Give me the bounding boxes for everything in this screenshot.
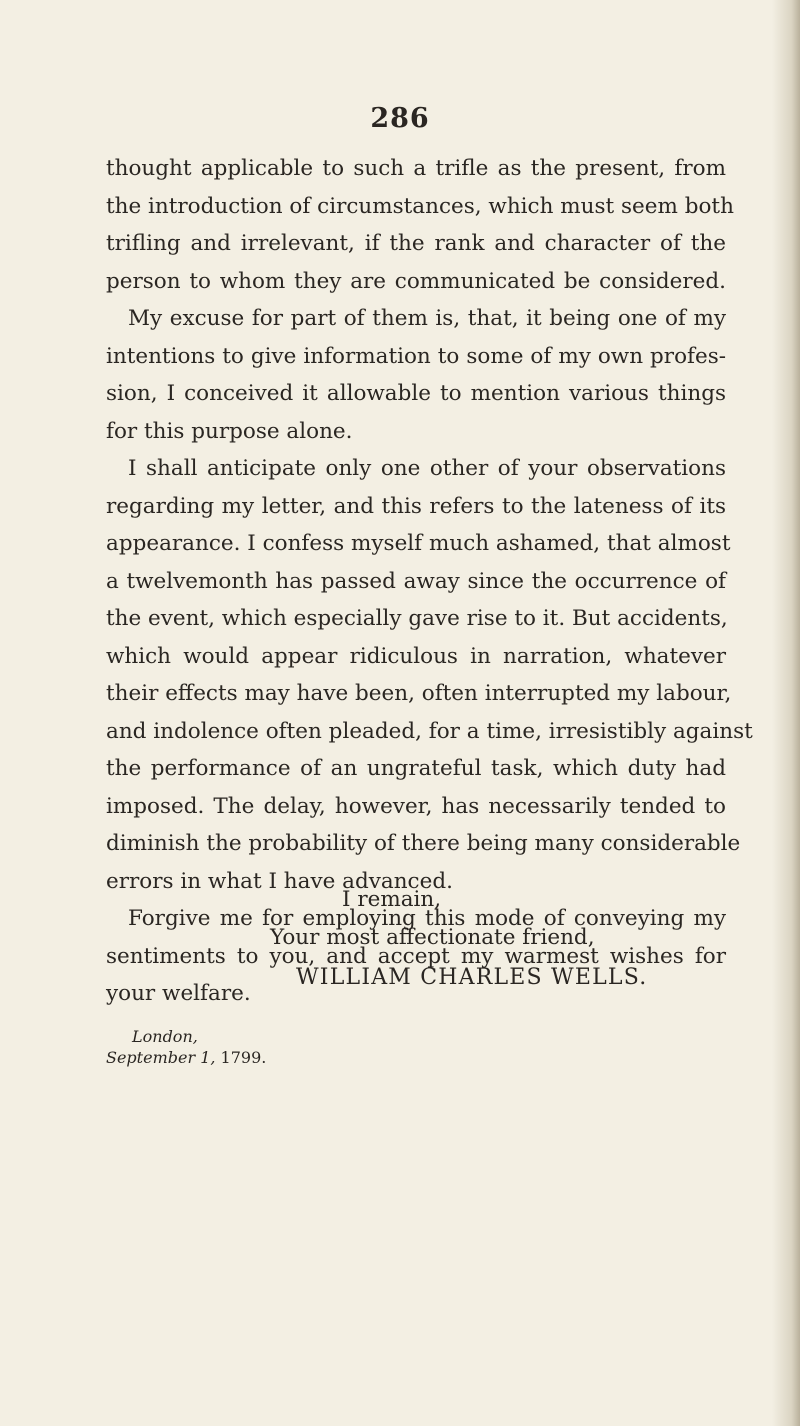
text-line: imposed. The delay, however, has necessarily tended to	[106, 793, 726, 819]
signature: WILLIAM CHARLES WELLS.	[296, 965, 648, 990]
dateline-date	[106, 1048, 266, 1067]
text-line: errors in what I have advanced.	[106, 868, 453, 894]
text-line: intentions to give information to some of my own profes-	[106, 343, 726, 369]
page-edge-shadow	[772, 0, 800, 1426]
dateline-month-day: September 1,	[106, 1048, 216, 1067]
text-line: and indolence often pleaded, for a time, irresistibly against	[106, 718, 753, 744]
text-line: sentiments to you, and accept my warmest wishes for	[106, 943, 726, 969]
letter-body	[106, 150, 753, 1013]
text-line: regarding my letter, and this refers to the lateness of its	[106, 493, 726, 519]
closing-remain: I remain,	[342, 887, 442, 912]
dateline-year: 1799.	[220, 1048, 267, 1067]
closing-friend: Your most affectionate friend,	[270, 925, 595, 950]
text-line: which would appear ridiculous in narration, whatever	[106, 643, 726, 669]
text-line: a twelvemonth has passed away since the occurrence of	[106, 568, 726, 594]
text-line: the performance of an ungrateful task, which duty had	[106, 756, 726, 781]
text-line: diminish the probability of there being many considerable	[106, 831, 741, 856]
text-line: the event, which especially gave rise to it. But accidents,	[106, 606, 728, 631]
text-line: thought applicable to such a trifle as the present, from	[106, 156, 726, 181]
text-line: I shall anticipate only one other of your observations	[128, 456, 726, 481]
dateline-place: London,	[132, 1027, 198, 1046]
text-line: sion, I conceived it allowable to mention various things	[106, 381, 726, 406]
text-line: your welfare.	[106, 981, 251, 1006]
text-line: appearance. I confess myself much ashamed, that almost	[106, 531, 731, 556]
text-line: their effects may have been, often interrupted my labour,	[106, 681, 732, 706]
text-line: My excuse for part of them is, that, it being one of my	[128, 306, 726, 331]
text-line: Forgive me for employing this mode of conveying my	[128, 906, 726, 931]
text-line: for this purpose alone.	[106, 418, 353, 444]
page-number: 286	[370, 103, 430, 134]
text-line: trifling and irrelevant, if the rank and character of the	[106, 231, 726, 256]
text-line: the introduction of circumstances, which must seem both	[106, 193, 734, 219]
text-line: person to whom they are communicated be considered.	[106, 268, 726, 294]
